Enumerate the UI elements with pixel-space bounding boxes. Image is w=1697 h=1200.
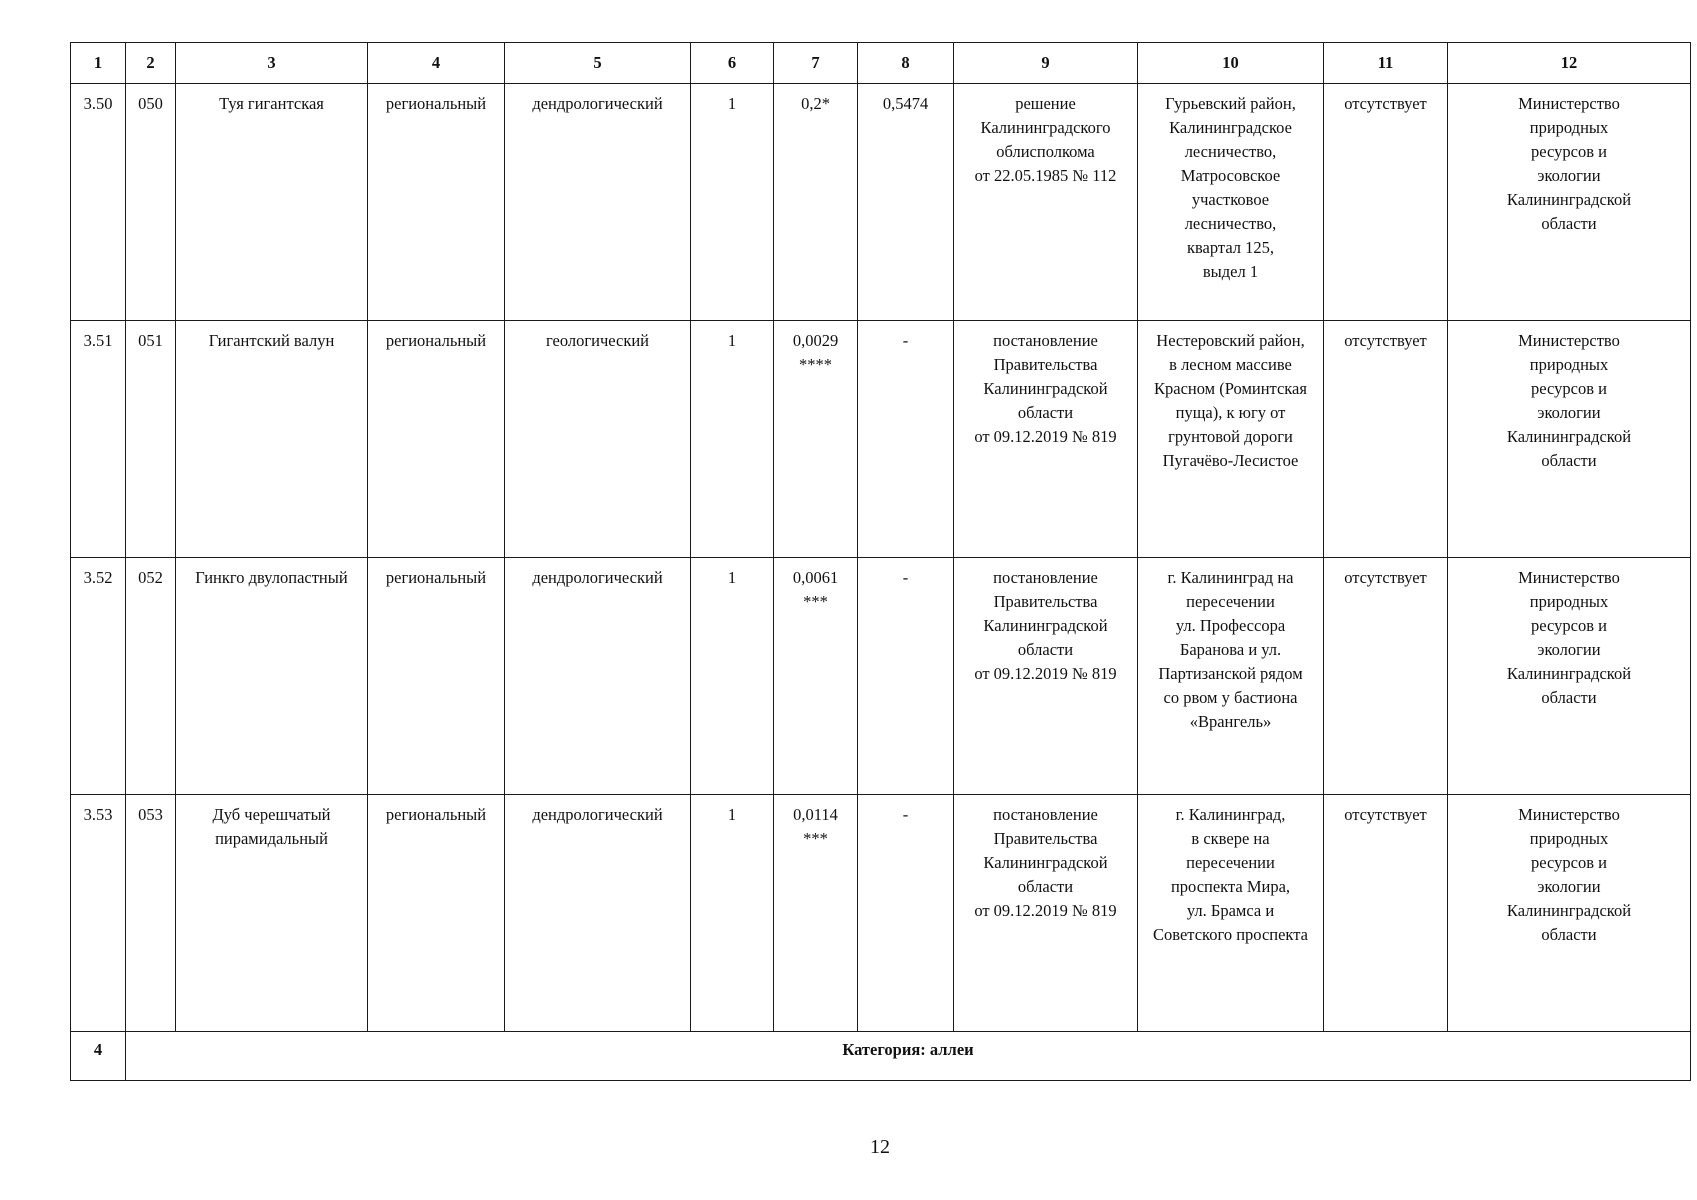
cell-line: квартал 125, — [1186, 238, 1275, 257]
cell-line: в сквере на — [1191, 829, 1270, 848]
cell-line: от 09.12.2019 № 819 — [974, 664, 1117, 683]
cell-line: постановление — [993, 805, 1098, 824]
column-number-header-row — [71, 43, 1691, 84]
cell-line: экологии — [1537, 166, 1601, 185]
cell-line: 0,2* — [801, 94, 830, 113]
cell-line: Калининградской — [983, 616, 1108, 635]
authority-cell — [1448, 795, 1691, 1032]
cell-line: Нестеровский район, — [1156, 331, 1305, 350]
table-row — [71, 795, 1691, 1032]
cell-line: пересечении — [1186, 853, 1275, 872]
object-name-cell — [176, 321, 368, 558]
column-header: 6 — [691, 43, 774, 84]
column-header: 1 — [71, 43, 126, 84]
cell-line: Калининградской — [983, 379, 1108, 398]
cell-line: Калининградской — [1506, 190, 1632, 209]
authority-cell — [1448, 558, 1691, 795]
category-label: Категория: аллеи — [126, 1032, 1691, 1081]
cell-line: Матросовское — [1180, 166, 1281, 185]
cell-line: 0,0114 — [793, 805, 838, 824]
cell-line: экологии — [1537, 403, 1601, 422]
column-header: 12 — [1448, 43, 1691, 84]
cell-line: экологии — [1537, 877, 1601, 896]
cell-line: области — [1541, 214, 1597, 233]
cell-line: Калининградской — [983, 853, 1108, 872]
cell-line: пирамидальный — [215, 829, 328, 848]
count-cell: 1 — [691, 795, 774, 1032]
column-header: 3 — [176, 43, 368, 84]
object-code-cell: 052 — [126, 558, 176, 795]
cell-line: Дуб черешчатый — [212, 805, 331, 824]
document-sheet — [70, 42, 1690, 1081]
profile-cell: дендрологический — [505, 795, 691, 1032]
cell-line: ресурсов и — [1531, 379, 1607, 398]
cell-line: г. Калининград на — [1167, 568, 1294, 587]
cell-line: Калининградского — [980, 118, 1111, 137]
row-number-cell: 3.50 — [71, 84, 126, 321]
cell-line: области — [1017, 403, 1074, 422]
cell-line: Министерство — [1518, 94, 1620, 113]
legal-basis-cell — [954, 558, 1138, 795]
cell-line: природных — [1529, 592, 1609, 611]
column-header: 10 — [1138, 43, 1324, 84]
table-row — [71, 558, 1691, 795]
column-header: 11 — [1324, 43, 1448, 84]
cell-line: решение — [1015, 94, 1076, 113]
cell-line: области — [1017, 640, 1074, 659]
location-cell — [1138, 795, 1324, 1032]
buffer-zone-cell: - — [858, 321, 954, 558]
profile-cell: дендрологический — [505, 84, 691, 321]
cell-line: Калининградской — [1506, 427, 1632, 446]
location-cell — [1138, 84, 1324, 321]
legal-basis-cell — [954, 84, 1138, 321]
cell-line: 0,0061 — [792, 568, 839, 587]
area-cell — [774, 321, 858, 558]
cell-line: Калининградской — [1506, 664, 1632, 683]
row-number-cell: 3.52 — [71, 558, 126, 795]
column-header: 7 — [774, 43, 858, 84]
column-header: 9 — [954, 43, 1138, 84]
cell-line: области — [1017, 877, 1074, 896]
count-cell: 1 — [691, 84, 774, 321]
cell-line: Правительства — [993, 355, 1098, 374]
cell-line: Правительства — [993, 829, 1098, 848]
cell-line: области — [1541, 688, 1597, 707]
cell-line: ресурсов и — [1531, 616, 1607, 635]
cell-line: Министерство — [1518, 568, 1620, 587]
object-name-cell — [176, 558, 368, 795]
cluster-cell: отсутствует — [1324, 558, 1448, 795]
cell-line: Министерство — [1518, 805, 1620, 824]
cell-line: природных — [1529, 829, 1609, 848]
significance-cell: региональный — [368, 795, 505, 1032]
cell-line: *** — [803, 829, 828, 848]
registry-table — [70, 42, 1691, 1081]
profile-cell: дендрологический — [505, 558, 691, 795]
cell-line: Калининградской — [1506, 901, 1632, 920]
cell-line: постановление — [993, 568, 1098, 587]
cell-line: Калининградское — [1169, 118, 1292, 137]
legal-basis-cell — [954, 321, 1138, 558]
cell-line: участковое — [1191, 190, 1270, 209]
cell-line: лесничество, — [1184, 214, 1277, 233]
cell-line: лесничество, — [1184, 142, 1277, 161]
cell-line: ресурсов и — [1531, 853, 1607, 872]
count-cell: 1 — [691, 321, 774, 558]
area-cell — [774, 795, 858, 1032]
buffer-zone-cell: - — [858, 558, 954, 795]
count-cell: 1 — [691, 558, 774, 795]
cell-line: Министерство — [1518, 331, 1620, 350]
cell-line: *** — [803, 592, 828, 611]
cell-line: Туя гигантская — [219, 94, 324, 113]
column-header: 8 — [858, 43, 954, 84]
cell-line: Баранова и ул. — [1179, 640, 1282, 659]
object-code-cell: 053 — [126, 795, 176, 1032]
cell-line: Советского проспекта — [1153, 925, 1308, 944]
cell-line: выдел 1 — [1202, 262, 1259, 281]
cell-line: Гигантский валун — [208, 331, 335, 350]
object-name-cell — [176, 795, 368, 1032]
cell-line: природных — [1529, 118, 1609, 137]
column-header: 2 — [126, 43, 176, 84]
location-cell — [1138, 321, 1324, 558]
significance-cell: региональный — [368, 84, 505, 321]
cell-line: Правительства — [993, 592, 1098, 611]
row-number-cell: 3.51 — [71, 321, 126, 558]
profile-cell: геологический — [505, 321, 691, 558]
cell-line: г. Калининград, — [1175, 805, 1286, 824]
object-code-cell: 050 — [126, 84, 176, 321]
cell-line: со рвом у бастиона — [1163, 688, 1298, 707]
cell-line: экологии — [1537, 640, 1601, 659]
cell-line: Красном (Роминтская — [1154, 379, 1307, 398]
buffer-zone-cell: 0,5474 — [858, 84, 954, 321]
cell-line: грунтовой дороги — [1168, 427, 1293, 446]
area-cell — [774, 558, 858, 795]
cell-line: ул. Профессора — [1175, 616, 1286, 635]
cell-line: Гинкго двулопастный — [195, 568, 348, 587]
cell-line: ресурсов и — [1531, 142, 1607, 161]
area-cell — [774, 84, 858, 321]
cluster-cell: отсутствует — [1324, 321, 1448, 558]
legal-basis-cell — [954, 795, 1138, 1032]
category-number: 4 — [71, 1032, 126, 1081]
cell-line: постановление — [993, 331, 1098, 350]
table-row — [71, 321, 1691, 558]
cell-line: в лесном массиве — [1169, 355, 1292, 374]
cell-line: Партизанской рядом — [1158, 664, 1303, 683]
cell-line: **** — [799, 355, 832, 374]
page-number: 12 — [870, 1136, 890, 1158]
column-header: 4 — [368, 43, 505, 84]
buffer-zone-cell: - — [858, 795, 954, 1032]
cell-line: природных — [1529, 355, 1609, 374]
location-cell — [1138, 558, 1324, 795]
cell-line: от 09.12.2019 № 819 — [974, 901, 1117, 920]
cell-line: «Врангель» — [1189, 712, 1272, 731]
object-name-cell — [176, 84, 368, 321]
table-row — [71, 84, 1691, 321]
cluster-cell: отсутствует — [1324, 84, 1448, 321]
cell-line: Пугачёво-Лесистое — [1162, 451, 1299, 470]
cell-line: пересечении — [1186, 592, 1275, 611]
authority-cell — [1448, 84, 1691, 321]
cell-line: проспекта Мира, — [1170, 877, 1291, 896]
row-number-cell: 3.53 — [71, 795, 126, 1032]
authority-cell — [1448, 321, 1691, 558]
significance-cell: региональный — [368, 558, 505, 795]
column-header: 5 — [505, 43, 691, 84]
cell-line: Гурьевский район, — [1165, 94, 1296, 113]
significance-cell: региональный — [368, 321, 505, 558]
cell-line: от 09.12.2019 № 819 — [974, 427, 1117, 446]
object-code-cell: 051 — [126, 321, 176, 558]
cell-line: 0,0029 — [792, 331, 839, 350]
cell-line: области — [1541, 451, 1597, 470]
cluster-cell: отсутствует — [1324, 795, 1448, 1032]
category-row — [71, 1032, 1691, 1081]
cell-line: ул. Брамса и — [1186, 901, 1275, 920]
cell-line: облисполкома — [996, 142, 1095, 161]
cell-line: пуща), к югу от — [1175, 403, 1286, 422]
cell-line: от 22.05.1985 № 112 — [974, 166, 1117, 185]
cell-line: области — [1541, 925, 1597, 944]
